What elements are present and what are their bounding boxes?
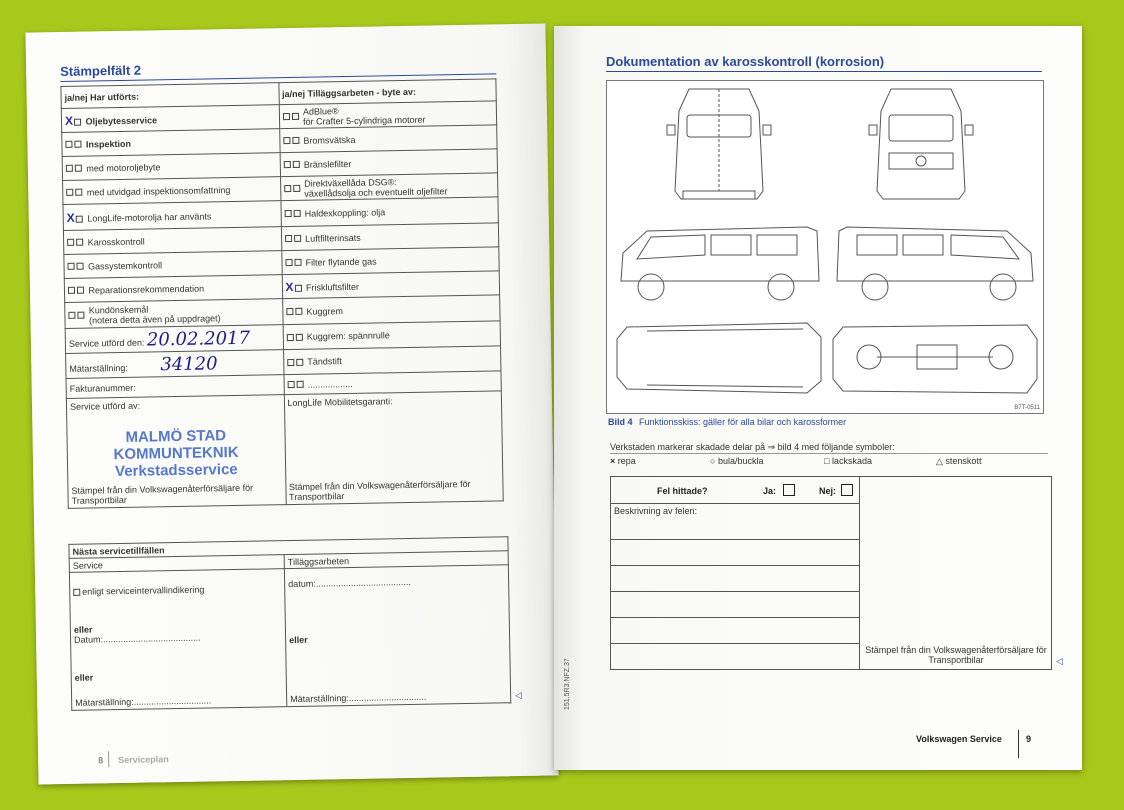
- extra-item[interactable]: Bränslefilter: [280, 149, 498, 177]
- extra-item[interactable]: Kuggrem: spännrulle: [283, 321, 501, 350]
- col-header-done: ja/nej Har utförts:: [61, 83, 279, 109]
- checkbox-icon: [77, 287, 84, 294]
- extra-item[interactable]: ..................: [283, 371, 501, 395]
- extra-item[interactable]: Tändstift: [283, 346, 501, 375]
- checkbox-icon: [286, 334, 293, 341]
- figure-caption: Bild 4 Funktionsskiss: gäller för alla bilar och karossformer: [608, 417, 847, 427]
- symbol-paint: □ lackskada: [824, 456, 872, 466]
- extra-item[interactable]: Direktväxellåda DSG®: växellådsolja och eventuellt oljefilter: [280, 173, 498, 201]
- right-page: [554, 26, 1082, 770]
- arrow-marker: ◁: [515, 690, 523, 701]
- next-date-field[interactable]: Datum:.......................................: [73, 632, 201, 645]
- next-service-table: Nästa servicetillfällen Service Tilläggsarbeten enligt serviceintervallindikering eller Datum:....................................... eller Mätarställning:............................... datum:...................................... eller Mätarställning:...............................: [68, 536, 511, 711]
- invoice-cell[interactable]: Fakturanummer:: [66, 375, 284, 399]
- checkbox-icon: [74, 118, 81, 125]
- check-mark-icon: X: [66, 210, 75, 225]
- checkbox-icon: [283, 137, 290, 144]
- extra-item[interactable]: Luftfilterinsats: [281, 223, 499, 251]
- next-service-title: Nästa servicetillfällen: [69, 537, 508, 559]
- checkbox-icon: [287, 359, 294, 366]
- description-field[interactable]: Beskrivning av felen:: [611, 503, 860, 669]
- checkbox-icon: [75, 165, 82, 172]
- checkbox-icon: [65, 141, 72, 148]
- footer-brand: Volkswagen Service: [916, 734, 1002, 744]
- symbol-scratch: × repa: [610, 456, 636, 466]
- page-number: 8: [98, 755, 104, 766]
- interval-option[interactable]: enligt serviceintervallindikering: [73, 583, 281, 597]
- extra-item[interactable]: AdBlue® för Crafter 5-cylindriga motorer: [279, 101, 497, 129]
- checkbox-icon: [294, 284, 301, 291]
- checkbox-icon: [285, 259, 292, 266]
- done-item[interactable]: X Oljebytesservice: [61, 105, 279, 133]
- checkbox-icon: [66, 189, 73, 196]
- checkbox-icon: [67, 239, 74, 246]
- checkbox-icon: [76, 215, 83, 222]
- done-item[interactable]: Reparationsrekommendation: [64, 275, 282, 303]
- checkbox-icon: [68, 312, 75, 319]
- service-date-value[interactable]: 20.02.2017: [146, 327, 251, 351]
- checkbox-icon: [286, 308, 293, 315]
- check-mark-icon: X: [64, 113, 74, 128]
- damage-form: Fel hittade? Ja: Nej: Beskrivning av felen: Stämpel från din Volkswagenåterförsäljare för Transportbilar: [610, 476, 1052, 670]
- checkbox-icon: [287, 381, 294, 388]
- done-item[interactable]: Gassystemkontroll: [64, 251, 282, 279]
- checkbox-icon: [284, 185, 291, 192]
- left-page: [25, 24, 558, 785]
- no-checkbox[interactable]: [841, 484, 853, 496]
- checkbox-icon: [74, 141, 81, 148]
- checkbox-icon: [284, 210, 291, 217]
- service-date-cell: Service utförd den: 20.02.2017: [65, 325, 283, 354]
- page-title: Dokumentation av karosskontroll (korrosion): [606, 54, 885, 69]
- checkbox-icon: [294, 259, 301, 266]
- checkbox-icon: [76, 239, 83, 246]
- performed-by-cell: Service utförd av: MALMÖ STAD KOMMUNTEKNIK Verkstadsservice Stämpel från din Volkswagenåterförsäljare för Transportbilar: [66, 395, 285, 509]
- arrow-marker: ◁: [1056, 656, 1063, 666]
- done-item[interactable]: Inspektion: [62, 129, 280, 157]
- done-item[interactable]: X LongLife-motorolja har använts: [63, 201, 281, 231]
- extra-item[interactable]: X Friskluftsfilter: [282, 271, 500, 299]
- extra-item[interactable]: Haldexkoppling: olja: [280, 197, 498, 227]
- done-item[interactable]: med motoroljebyte: [62, 153, 280, 181]
- diagram-code: B7T-0511: [1014, 405, 1040, 411]
- checkbox-icon: [68, 263, 75, 270]
- checkbox-icon: [292, 137, 299, 144]
- checkbox-icon: [293, 185, 300, 192]
- van-sketch: [607, 81, 1043, 413]
- checkbox-icon: [77, 263, 84, 270]
- checkbox-icon: [296, 359, 303, 366]
- checkbox-icon: [295, 308, 302, 315]
- extra-mileage-field[interactable]: Mätarställning:...............................: [290, 691, 427, 705]
- checkbox-icon: [291, 113, 298, 120]
- checkbox-icon: [294, 235, 301, 242]
- checkbox-icon: [68, 287, 75, 294]
- checkbox-icon: [295, 334, 302, 341]
- checkbox-icon: [293, 210, 300, 217]
- checkbox-icon: [77, 312, 84, 319]
- extra-item[interactable]: Bromsvätska: [279, 125, 497, 153]
- symbol-chip: △ stenskott: [936, 456, 982, 466]
- done-item[interactable]: med utvidgad inspektionsomfattning: [63, 177, 281, 205]
- stamp-table: [60, 78, 503, 509]
- checkbox-icon: [283, 161, 290, 168]
- checkbox-icon: [285, 235, 292, 242]
- checkbox-icon: [282, 113, 289, 120]
- symbol-legend: [610, 456, 1048, 468]
- checkbox-icon: [292, 161, 299, 168]
- check-mark-icon: X: [285, 279, 294, 294]
- extra-item[interactable]: Filter flytande gas: [281, 247, 499, 275]
- footer-title: Serviceplan: [118, 754, 169, 766]
- checkbox-icon: [296, 381, 303, 388]
- done-item[interactable]: Karosskontroll: [63, 227, 281, 255]
- extra-date-field[interactable]: datum:......................................: [288, 576, 411, 590]
- done-item[interactable]: Kundönskemål (notera detta även på uppdraget): [65, 299, 283, 329]
- print-code: 151.5R3.NFZ.37: [564, 658, 571, 710]
- longlife-cell: LongLife Mobilitetsgaranti: Stämpel från din Volkswagenåterförsäljare för Transportbilar: [284, 391, 503, 505]
- mileage-cell: Mätarställning: 34120: [66, 350, 284, 379]
- yes-checkbox[interactable]: [783, 484, 795, 496]
- page-number: 9: [1026, 734, 1032, 744]
- dealer-stamp: MALMÖ STAD KOMMUNTEKNIK Verkstadsservice: [113, 427, 239, 481]
- mileage-value[interactable]: 34120: [160, 352, 218, 375]
- instructions: Verkstaden markerar skadade delar på ⇒ bild 4 med följande symboler:: [610, 442, 895, 452]
- vehicle-diagram: [606, 80, 1044, 414]
- col-header-extra: ja/nej Tilläggsarbeten - byte av:: [278, 79, 496, 105]
- checkbox-icon: [66, 165, 73, 172]
- extra-item[interactable]: Kuggrem: [282, 295, 500, 325]
- symbol-dent: ○ bula/buckla: [710, 456, 764, 466]
- next-mileage-field[interactable]: Mätarställning:...............................: [75, 695, 212, 708]
- checkbox-icon: [75, 189, 82, 196]
- dealer-stamp-caption: Stämpel från din Volkswagenåterförsäljare för Transportbilar: [865, 645, 1047, 665]
- page-title: Stämpelfält 2: [60, 62, 142, 79]
